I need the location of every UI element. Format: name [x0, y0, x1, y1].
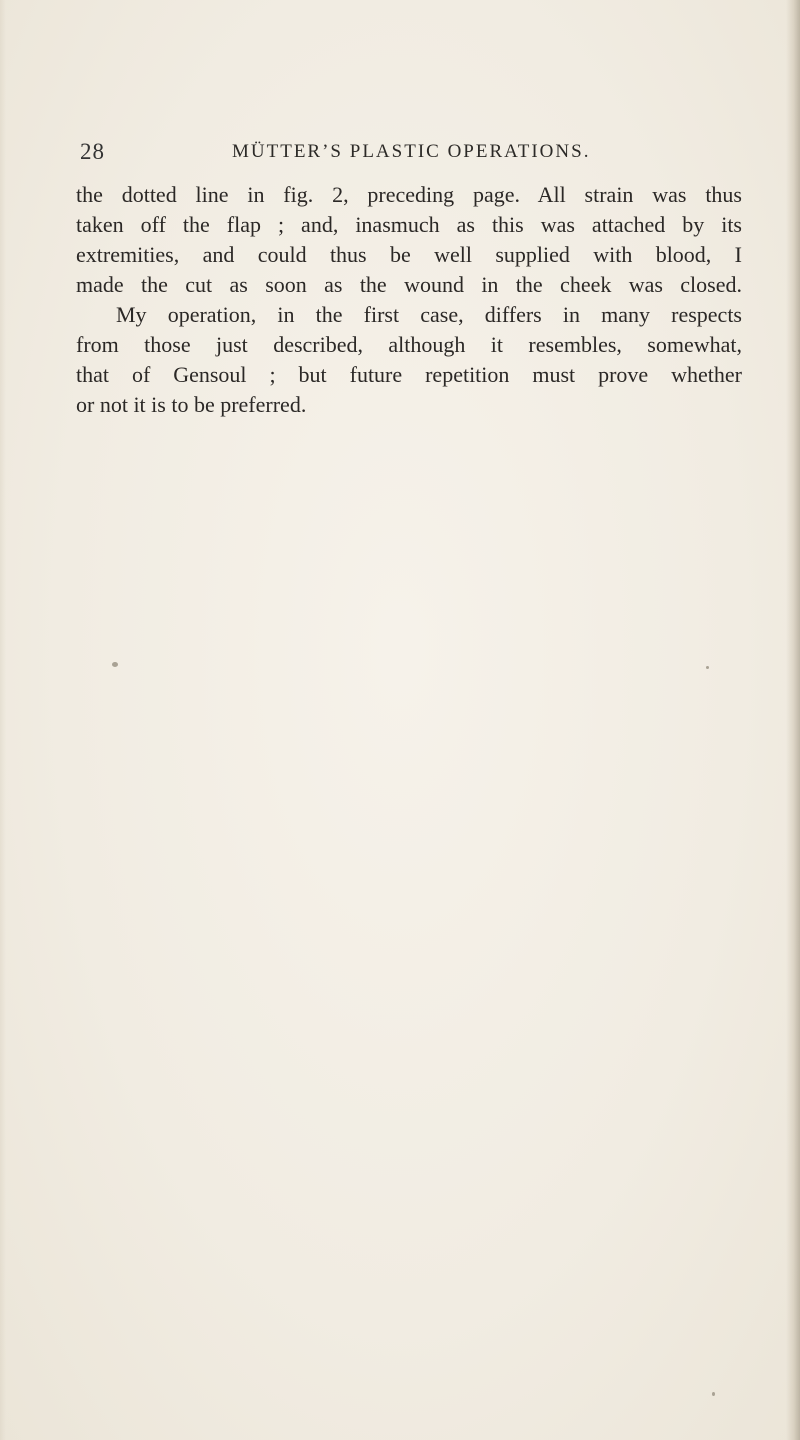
text-line: from those just described, although it resembles, somewhat,: [76, 332, 742, 357]
text-line: My operation, in the first case, differs in many respects: [116, 302, 742, 327]
text-line: taken off the flap ; and, inasmuch as this was attached by its: [76, 212, 742, 237]
text-line: or not it is to be preferred.: [76, 392, 307, 417]
text-line: that of Gensoul ; but future repetition must prove whether: [76, 362, 742, 387]
paper-speck: [706, 666, 709, 669]
page-number: 28: [80, 139, 105, 164]
body-paragraphs: [76, 180, 742, 420]
running-head: MÜTTER’S PLASTIC OPERATIONS.: [232, 141, 591, 162]
text-line: the dotted line in fig. 2, preceding page. All strain was thus: [76, 182, 742, 207]
text-line: made the cut as soon as the wound in the cheek was closed.: [76, 272, 742, 297]
page-header: [80, 135, 740, 171]
paper-speck: [112, 662, 118, 667]
page-left-edge-shadow: [0, 0, 6, 1440]
paper-speck: [712, 1392, 715, 1396]
page-right-edge-shadow: [786, 0, 800, 1440]
text-line: extremities, and could thus be well supplied with blood, I: [76, 242, 742, 267]
